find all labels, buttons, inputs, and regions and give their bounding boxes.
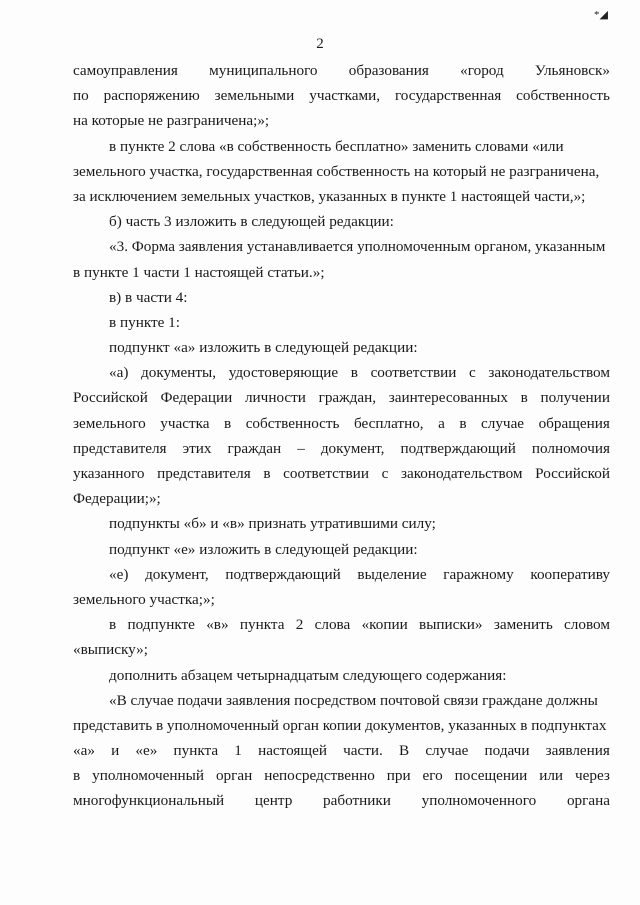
text-line: подпункт «е» изложить в следующей редакции: (109, 540, 418, 558)
text-word: заявления (545, 742, 610, 760)
text-line (73, 411, 610, 436)
text-word: части. (343, 742, 383, 760)
text-line: в пункте 1: (109, 313, 180, 331)
text-word: представителя (73, 439, 167, 457)
text-line: Федерации;»; (73, 490, 161, 508)
text-word: в (263, 465, 271, 482)
text-line (73, 562, 610, 587)
text-word: земельными (214, 87, 295, 105)
text-word: этих (182, 439, 212, 457)
text-word: в (224, 414, 232, 432)
text-word: выделение (357, 565, 427, 583)
text-word: самоуправления (73, 62, 178, 79)
text-word: соответствии (370, 364, 457, 382)
text-line: в) в части 4: (109, 288, 188, 306)
text-word: пункта (173, 742, 219, 760)
text-word: заинтересованных (388, 389, 508, 407)
text-word: в (520, 389, 528, 407)
text-word: распоряжению (103, 87, 200, 105)
text-word: удостоверяющие (228, 364, 339, 382)
text-word: 2 (295, 616, 304, 634)
text-line (73, 436, 610, 461)
document-body-text (73, 58, 610, 814)
text-word: государственная (394, 87, 502, 105)
text-word: кооперативу (530, 565, 610, 583)
text-word: центр (254, 792, 293, 810)
text-line (73, 83, 610, 108)
text-word: с (469, 364, 476, 382)
text-word: работники (323, 792, 391, 810)
text-word: а (438, 414, 445, 432)
text-word: «в» (206, 616, 229, 634)
text-line: в пункте 2 слова «в собственность бесплатно» заменить словами «или (109, 137, 564, 155)
text-line: «В случае подачи заявления посредством почтовой связи граждане должны (109, 691, 598, 709)
text-word: его (422, 767, 443, 785)
text-word: через (574, 767, 610, 785)
text-line: земельного участка;»; (73, 590, 215, 608)
text-line (73, 763, 610, 788)
text-word: бесплатно, (353, 414, 424, 432)
scan-artifact-mark: *◢ (594, 9, 608, 21)
text-word: муниципального (209, 62, 318, 79)
text-word: уполномоченный (92, 767, 205, 785)
text-word: документы, (141, 364, 217, 382)
text-word: подтверждающий (225, 565, 341, 583)
text-word: – (297, 439, 305, 457)
text-word: Российской (73, 389, 148, 407)
text-word: участка (160, 414, 210, 432)
text-word: в (350, 364, 358, 382)
text-word: представителя (157, 465, 251, 482)
text-word: документ, (145, 565, 209, 583)
text-word: Российской (535, 465, 610, 482)
text-line: за исключением земельных участков, указанных в пункте 1 настоящей части,»; (73, 187, 586, 205)
text-word: граждан, (318, 389, 377, 407)
text-line: «выписку»; (73, 641, 148, 659)
text-word: законодательством (400, 465, 523, 482)
text-word: граждан (227, 439, 282, 457)
text-line (73, 788, 610, 813)
text-word: непосредственно (264, 767, 375, 785)
text-word: полномочия (531, 439, 610, 457)
text-line: б) часть 3 изложить в следующей редакции: (109, 213, 394, 231)
text-word: в (73, 767, 81, 785)
text-line: подпункты «б» и «в» признать утратившими силу; (109, 515, 436, 533)
text-word: уполномоченного (421, 792, 537, 810)
text-word: собственность (516, 87, 610, 105)
text-word: образования (348, 62, 429, 79)
text-word: указанного (73, 465, 145, 482)
text-word: 1 (234, 742, 242, 760)
text-word: орган (215, 767, 253, 785)
text-line (73, 738, 610, 763)
text-word: случае (481, 414, 525, 432)
text-line (73, 461, 610, 486)
text-word: участками, (309, 87, 381, 105)
text-line: земельного участка, государственная собственность на который не разграничена, (73, 162, 600, 180)
text-word: подтверждающий (400, 439, 516, 457)
text-word: Ульяновск» (534, 62, 610, 79)
text-word: «а» (73, 742, 95, 760)
text-word: настоящей (258, 742, 327, 760)
text-line: дополнить абзацем четырнадцатым следующего содержания: (109, 666, 507, 684)
text-word: «е) (109, 565, 129, 583)
text-line: «3. Форма заявления устанавливается уполномоченным органом, указанным (109, 238, 606, 256)
text-line (73, 58, 610, 83)
text-word: документ, (320, 439, 385, 457)
text-word: земельного (73, 414, 146, 432)
text-word: посещении (454, 767, 528, 785)
text-line: подпункт «а» изложить в следующей редакции: (109, 339, 418, 357)
text-word: подпункте (127, 616, 195, 634)
text-word: законодательством (488, 364, 610, 382)
text-word: заменить (493, 616, 553, 634)
text-word: подачи (484, 742, 530, 760)
text-word: по (73, 87, 89, 105)
text-word: органа (566, 792, 610, 810)
text-line: представить в уполномоченный орган копии документов, указанных в подпунктах (73, 716, 607, 734)
text-word: обращения (538, 414, 610, 432)
text-word: многофункциональный (73, 792, 225, 810)
text-word: или (539, 767, 564, 785)
text-word: и (111, 742, 120, 760)
text-line (73, 385, 610, 410)
text-word: гаражному (443, 565, 514, 583)
text-line: на которые не разграничена;»; (73, 112, 270, 130)
text-word: получении (540, 389, 610, 407)
text-word: случае (425, 742, 469, 760)
text-word: словом (564, 616, 610, 634)
text-word: пункта (239, 616, 285, 634)
text-word: выписки» (419, 616, 483, 634)
text-line (73, 612, 610, 637)
text-word: личности (244, 389, 306, 407)
text-line (73, 360, 610, 385)
text-word: собственность (245, 414, 340, 432)
text-word: слова (314, 616, 351, 634)
text-word: с (381, 465, 389, 482)
text-word: при (386, 767, 411, 785)
text-word: Федерации (160, 389, 233, 407)
page-number: 2 (316, 36, 324, 52)
text-word: «город (460, 62, 504, 79)
text-word: В (399, 742, 410, 760)
text-word: в (459, 414, 467, 432)
text-word: соответствии (283, 465, 369, 482)
text-word: «копии (361, 616, 408, 634)
text-word: «е» (135, 742, 158, 760)
text-line: в пункте 1 части 1 настоящей статьи.»; (73, 263, 325, 281)
text-word: в (109, 616, 117, 634)
text-word: «а) (109, 364, 129, 382)
